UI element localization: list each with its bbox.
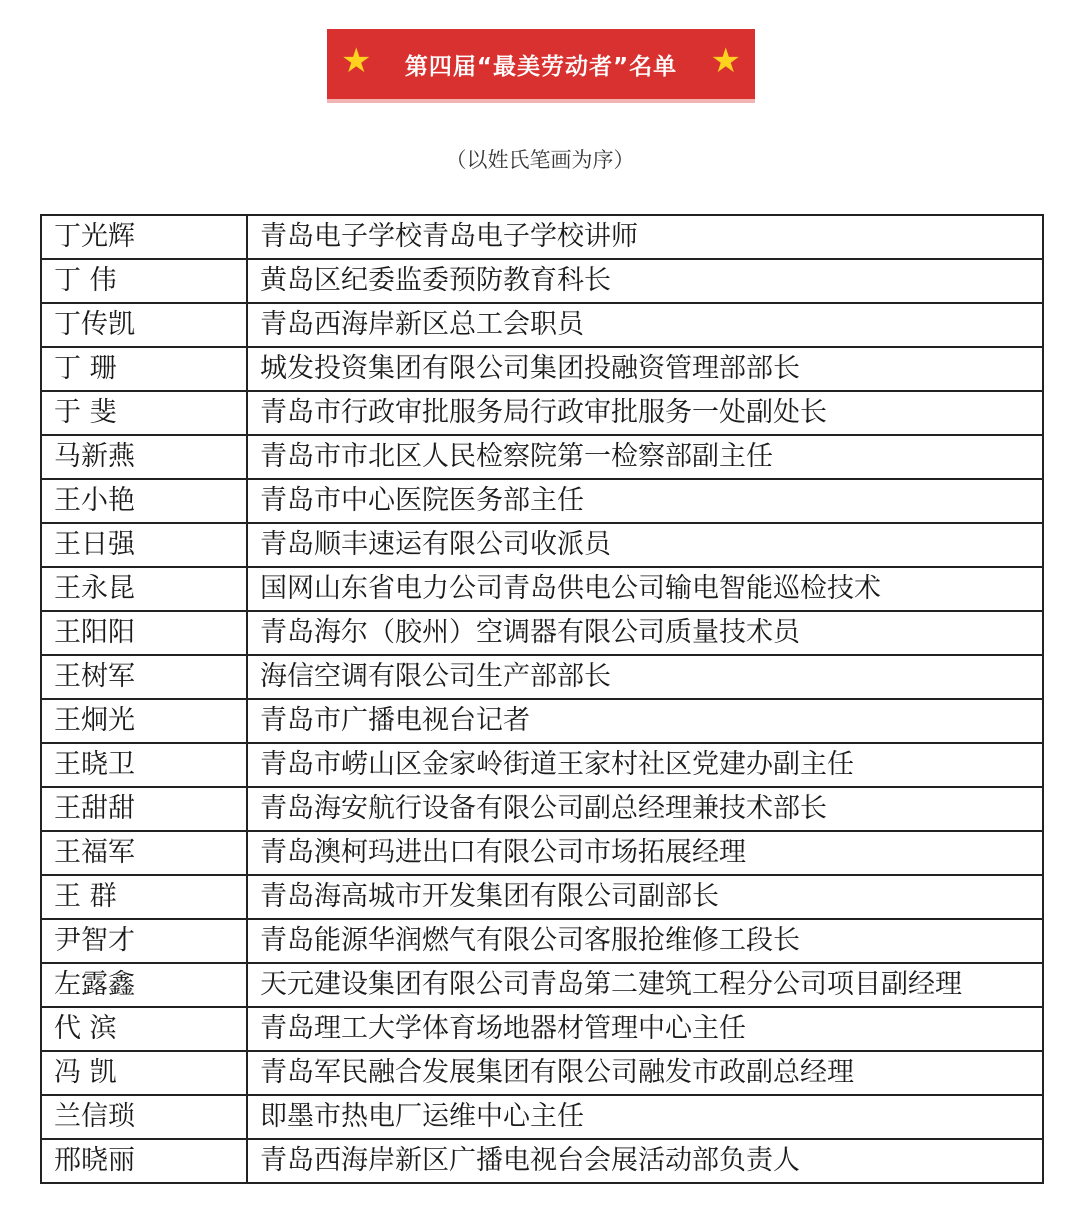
unit-cell: 青岛海高城市开发集团有限公司副部长 [247, 875, 1043, 919]
table-row [41, 787, 1043, 831]
name-cell: 丁 珊 [41, 347, 247, 391]
name-cell: 于 斐 [41, 391, 247, 435]
name-cell: 冯 凯 [41, 1051, 247, 1095]
unit-cell: 青岛西海岸新区广播电视台会展活动部负责人 [247, 1139, 1043, 1183]
name-cell: 王小艳 [41, 479, 247, 523]
unit-cell: 国网山东省电力公司青岛供电公司输电智能巡检技术 [247, 567, 1043, 611]
table-row [41, 699, 1043, 743]
name-cell: 王炯光 [41, 699, 247, 743]
name-cell: 兰信琐 [41, 1095, 247, 1139]
unit-cell: 青岛市广播电视台记者 [247, 699, 1043, 743]
table-row [41, 963, 1043, 1007]
table-row [41, 523, 1043, 567]
unit-cell: 青岛西海岸新区总工会职员 [247, 303, 1043, 347]
unit-cell: 青岛军民融合发展集团有限公司融发市政副总经理 [247, 1051, 1043, 1095]
unit-cell: 青岛理工大学体育场地器材管理中心主任 [247, 1007, 1043, 1051]
table-row [41, 479, 1043, 523]
table-row [41, 1051, 1043, 1095]
table-row [41, 347, 1043, 391]
unit-cell: 青岛市市北区人民检察院第一检察部副主任 [247, 435, 1043, 479]
unit-cell: 青岛市崂山区金家岭街道王家村社区党建办副主任 [247, 743, 1043, 787]
unit-cell: 城发投资集团有限公司集团投融资管理部部长 [247, 347, 1043, 391]
roster-body [41, 215, 1043, 1183]
unit-cell: 青岛能源华润燃气有限公司客服抢维修工段长 [247, 919, 1043, 963]
unit-cell: 青岛顺丰速运有限公司收派员 [247, 523, 1043, 567]
unit-cell: 即墨市热电厂运维中心主任 [247, 1095, 1043, 1139]
name-cell: 丁光辉 [41, 215, 247, 259]
title-banner [327, 29, 755, 99]
name-cell: 丁 伟 [41, 259, 247, 303]
table-row [41, 259, 1043, 303]
unit-cell: 黄岛区纪委监委预防教育科长 [247, 259, 1043, 303]
table-row [41, 655, 1043, 699]
table-row [41, 1139, 1043, 1183]
unit-cell: 天元建设集团有限公司青岛第二建筑工程分公司项目副经理 [247, 963, 1043, 1007]
name-cell: 尹智才 [41, 919, 247, 963]
table-row [41, 215, 1043, 259]
table-row [41, 303, 1043, 347]
unit-cell: 青岛市行政审批服务局行政审批服务一处副处长 [247, 391, 1043, 435]
table-row [41, 919, 1043, 963]
table-row [41, 611, 1043, 655]
star-icon: ★ [341, 41, 372, 81]
name-cell: 左露鑫 [41, 963, 247, 1007]
page-title: 第四届“最美劳动者”名单 [404, 53, 678, 80]
unit-cell: 青岛海尔（胶州）空调器有限公司质量技术员 [247, 611, 1043, 655]
table-row [41, 391, 1043, 435]
table-row [41, 1095, 1043, 1139]
star-icon: ★ [710, 41, 741, 81]
name-cell: 王甜甜 [41, 787, 247, 831]
name-cell: 王日强 [41, 523, 247, 567]
name-cell: 王 群 [41, 875, 247, 919]
name-cell: 王福军 [41, 831, 247, 875]
name-cell: 王阳阳 [41, 611, 247, 655]
name-cell: 丁传凯 [41, 303, 247, 347]
unit-cell: 青岛电子学校青岛电子学校讲师 [247, 215, 1043, 259]
roster-table [40, 214, 1044, 1184]
name-cell: 王树军 [41, 655, 247, 699]
table-row [41, 435, 1043, 479]
table-row [41, 831, 1043, 875]
unit-cell: 青岛市中心医院医务部主任 [247, 479, 1043, 523]
unit-cell: 青岛海安航行设备有限公司副总经理兼技术部长 [247, 787, 1043, 831]
name-cell: 邢晓丽 [41, 1139, 247, 1183]
table-row [41, 743, 1043, 787]
sort-note: （以姓氏笔画为序） [445, 148, 635, 172]
unit-cell: 海信空调有限公司生产部部长 [247, 655, 1043, 699]
name-cell: 王晓卫 [41, 743, 247, 787]
name-cell: 王永昆 [41, 567, 247, 611]
table-row [41, 567, 1043, 611]
table-row [41, 875, 1043, 919]
name-cell: 马新燕 [41, 435, 247, 479]
table-row [41, 1007, 1043, 1051]
name-cell: 代 滨 [41, 1007, 247, 1051]
unit-cell: 青岛澳柯玛进出口有限公司市场拓展经理 [247, 831, 1043, 875]
